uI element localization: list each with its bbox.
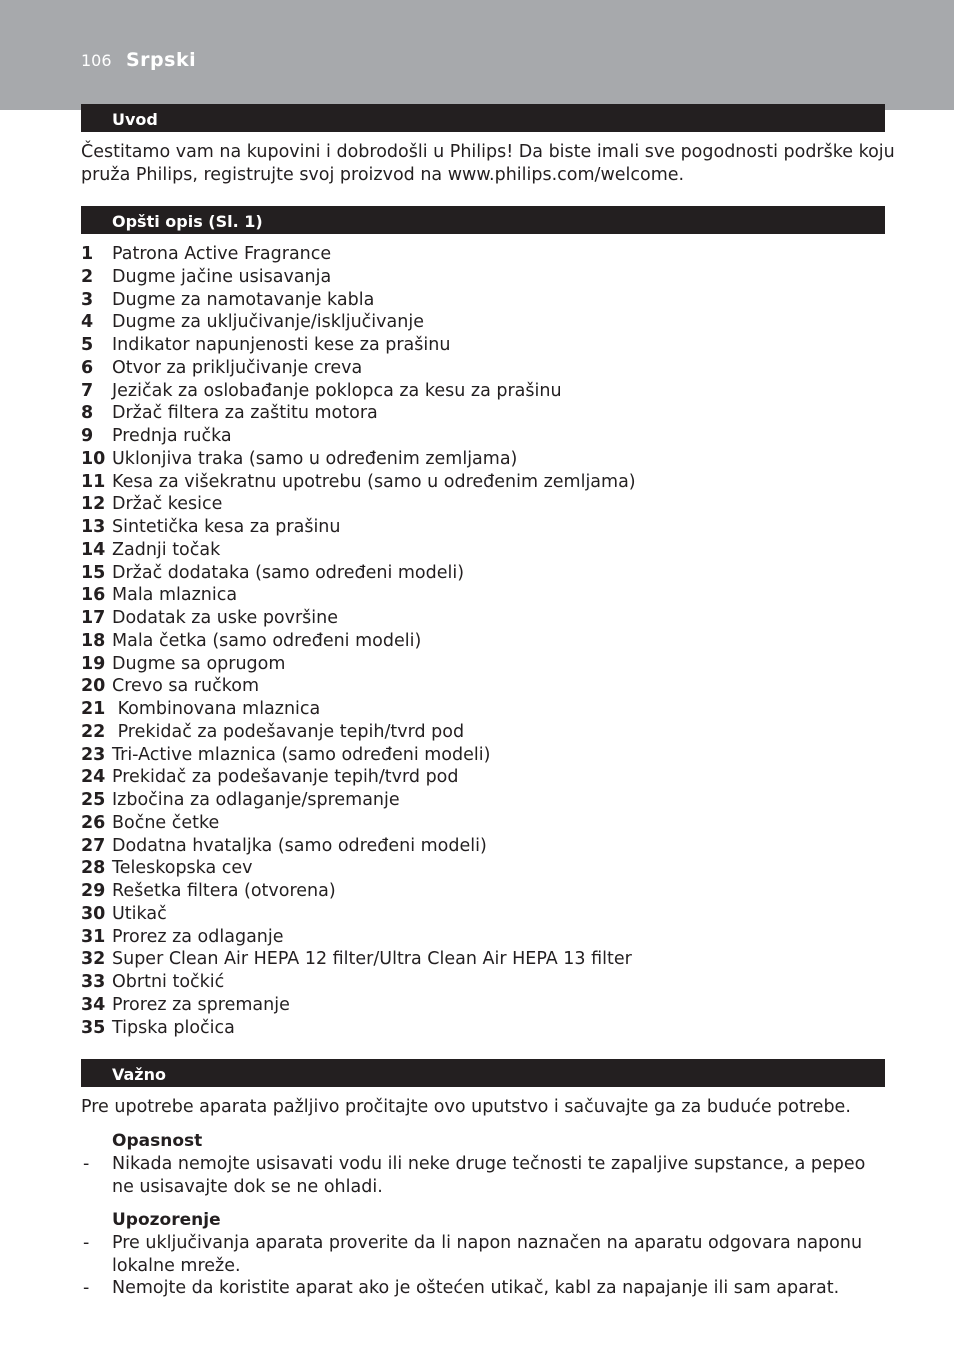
warning-item: [81, 1277, 871, 1300]
list-item-text: Crevo sa ručkom: [112, 676, 259, 697]
list-item-number: 29: [81, 881, 106, 901]
list-item-number: 27: [81, 835, 106, 856]
list-item-text: Prorez za odlaganje: [112, 926, 284, 947]
danger-item: [81, 1153, 871, 1198]
list-item: [81, 948, 636, 971]
list-item-number: 3: [81, 289, 94, 310]
list-item-number: 1: [81, 244, 94, 264]
language-title: Srpski: [126, 49, 197, 71]
list-item: [81, 971, 636, 994]
list-item: [81, 334, 636, 357]
list-item-text: Uklonjiva traka (samo u određenim zemljama): [112, 448, 518, 469]
list-item: [81, 835, 636, 858]
list-item-text: Tipska pločica: [112, 1017, 235, 1038]
list-item-text: Prorez za spremanje: [112, 994, 290, 1015]
list-item-number: 22: [81, 721, 106, 742]
list-item-number: 20: [81, 676, 106, 697]
list-item: [81, 584, 636, 607]
list-item-number: 13: [81, 517, 106, 537]
list-item-number: 9: [81, 426, 94, 446]
list-item-number: 15: [81, 562, 106, 583]
list-item: [81, 471, 636, 494]
list-item-text: Prekidač za podešavanje tepih/tvrd pod: [112, 721, 465, 742]
list-item-text: Dodatna hvataljka (samo određeni modeli): [112, 835, 487, 856]
list-item-text: Indikator napunjenosti kese za prašinu: [112, 335, 451, 355]
list-item-number: 5: [81, 335, 94, 355]
danger-heading: Opasnost: [112, 1131, 203, 1151]
list-item-text: Kombinovana mlaznica: [112, 699, 321, 719]
list-item-text: Držač kesice: [112, 494, 223, 515]
list-item-number: 33: [81, 972, 106, 992]
important-paragraph: Pre upotrebe aparata pažljivo pročitajte ovo uputstvo i sačuvajte ga za buduće potrebe.: [81, 1097, 851, 1117]
list-item: [81, 493, 636, 516]
list-item-text: Rešetka filtera (otvorena): [112, 881, 336, 901]
danger-item-text: Nikada nemojte usisavati vodu ili neke druge tečnosti te zapaljive supstance, a pepeo ne usisavajte dok se ne ohladi.: [112, 1154, 866, 1197]
list-item-text: Zadnji točak: [112, 539, 221, 560]
list-item-number: 24: [81, 767, 106, 788]
list-item-number: 2: [81, 266, 94, 287]
list-item-number: 26: [81, 812, 106, 833]
list-item-number: 16: [81, 585, 106, 606]
list-item-text: Držač dodataka (samo određeni modeli): [112, 562, 465, 583]
list-item: [81, 448, 636, 471]
list-item-number: 14: [81, 539, 106, 560]
list-item-number: 23: [81, 744, 106, 765]
list-item-number: 18: [81, 630, 106, 651]
list-item: [81, 311, 636, 334]
list-item-number: 19: [81, 653, 106, 674]
warning-item-text: Pre uključivanja aparata proverite da li napon naznačen na aparatu odgovara naponu lokalne mreže.: [112, 1233, 863, 1276]
list-item-number: 7: [81, 380, 94, 401]
list-item: [81, 926, 636, 949]
section-heading-intro: Uvod: [81, 104, 885, 132]
list-item-text: Dugme jačine usisavanja: [112, 266, 332, 287]
list-item: [81, 721, 636, 744]
list-item-text: Dugme sa oprugom: [112, 653, 286, 674]
list-item-text: Izbočina za odlaganje/spremanje: [112, 790, 400, 810]
list-item-number: 35: [81, 1017, 106, 1038]
list-item: [81, 630, 636, 653]
list-item-text: Dodatak za uske površine: [112, 608, 339, 628]
list-item-text: Otvor za priključivanje creva: [112, 357, 363, 378]
list-item: [81, 857, 636, 880]
list-item: [81, 266, 636, 289]
list-item-text: Mala mlaznica: [112, 585, 238, 606]
list-item: [81, 562, 636, 585]
list-item-text: Jezičak za oslobađanje poklopca za kesu za prašinu: [112, 380, 562, 401]
list-item-number: 34: [81, 994, 106, 1015]
list-item: [81, 653, 636, 676]
list-item-number: 25: [81, 790, 106, 810]
list-item: [81, 243, 636, 266]
list-item: [81, 698, 636, 721]
list-item-number: 12: [81, 494, 106, 515]
list-item-number: 31: [81, 926, 106, 947]
list-item-text: Mala četka (samo određeni modeli): [112, 630, 422, 651]
list-item-text: Obrtni točkić: [112, 972, 225, 992]
list-item: [81, 539, 636, 562]
bullet-dash: -: [83, 1154, 90, 1174]
list-item-text: Tri-Active mlaznica (samo određeni modeli): [112, 744, 491, 765]
list-item-number: 21: [81, 699, 106, 719]
list-item: [81, 994, 636, 1017]
list-item-text: Bočne četke: [112, 812, 220, 833]
section-heading-general: Opšti opis (Sl. 1): [81, 206, 885, 234]
list-item: [81, 880, 636, 903]
list-item: [81, 607, 636, 630]
list-item-text: Kesa za višekratnu upotrebu (samo u određenim zemljama): [112, 471, 636, 492]
warning-item: [81, 1232, 871, 1277]
list-item: [81, 744, 636, 767]
list-item-text: Teleskopska cev: [112, 858, 253, 879]
list-item-text: Utikač: [112, 903, 167, 924]
list-item-number: 17: [81, 608, 106, 628]
list-item: [81, 402, 636, 425]
list-item: [81, 903, 636, 926]
list-item: [81, 789, 636, 812]
list-item-number: 32: [81, 949, 106, 970]
list-item-text: Prekidač za podešavanje tepih/tvrd pod: [112, 767, 459, 788]
list-item-text: Sintetička kesa za prašinu: [112, 517, 341, 537]
list-item-text: Držač filtera za zaštitu motora: [112, 403, 378, 424]
list-item-number: 10: [81, 448, 106, 469]
list-item-number: 6: [81, 357, 94, 378]
list-item-text: Prednja ručka: [112, 426, 232, 446]
list-item-text: Dugme za namotavanje kabla: [112, 289, 375, 310]
warning-item-text: Nemojte da koristite aparat ako je oštećen utikač, kabl za napajanje ili sam aparat.: [112, 1278, 840, 1298]
list-item-number: 28: [81, 858, 106, 879]
list-item: [81, 380, 636, 403]
list-item: [81, 289, 636, 312]
list-item: [81, 1017, 636, 1040]
bullet-dash: -: [83, 1233, 90, 1253]
list-item-number: 8: [81, 403, 94, 424]
list-item-number: 11: [81, 471, 106, 492]
list-item: [81, 675, 636, 698]
list-item: [81, 516, 636, 539]
list-item-number: 4: [81, 312, 94, 333]
bullet-dash: -: [83, 1278, 90, 1298]
list-item-number: 30: [81, 903, 106, 924]
page-number: 106: [81, 51, 112, 70]
list-item-text: Dugme za uključivanje/isključivanje: [112, 312, 424, 333]
parts-list: [81, 243, 636, 1039]
list-item: [81, 357, 636, 380]
list-item-text: Super Clean Air HEPA 12 filter/Ultra Clean Air HEPA 13 filter: [112, 949, 632, 970]
list-item: [81, 425, 636, 448]
section-heading-important: Važno: [81, 1059, 885, 1087]
list-item-text: Patrona Active Fragrance: [112, 244, 332, 264]
intro-paragraph: Čestitamo vam na kupovini i dobrodošli u Philips! Da biste imali sve pogodnosti podrške koju pruža Philips, registrujte svoj proizvod na www.philips.com/welcome.: [81, 142, 895, 185]
list-item: [81, 766, 636, 789]
warning-heading: Upozorenje: [112, 1210, 221, 1230]
list-item: [81, 812, 636, 835]
